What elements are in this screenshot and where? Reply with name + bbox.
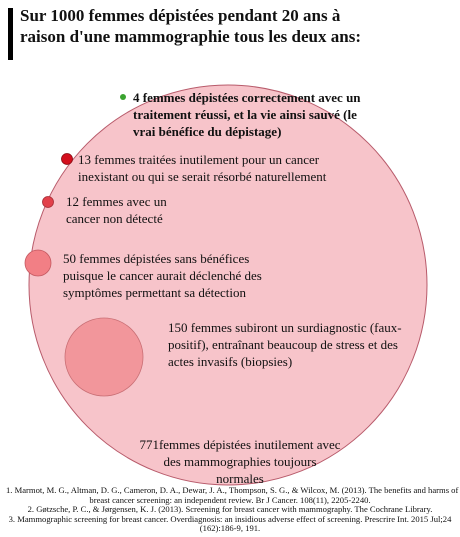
no-benefit-circle (25, 250, 51, 276)
group-normal-label (135, 436, 345, 487)
group-saved-line: traitement réussi, et la vie ainsi sauvé (le (133, 107, 357, 122)
references (6, 485, 459, 534)
group-normal-line: des mammographies toujours (163, 454, 317, 469)
reference-line: breast cancer screening: an independent review. Br J Cancer. 108(11), 2205-2240. (89, 494, 371, 505)
group-normal-line: 771femmes dépistées inutilement avec (139, 437, 341, 452)
overtreated-dot (62, 154, 73, 165)
reference-line: 2. Gøtzsche, P. C., & Jørgensen, K. J. (2013). Screening for breast cancer with mammography. The Cochrane Library. (27, 504, 433, 515)
group-saved-line: 4 femmes dépistées correctement avec un (133, 90, 361, 105)
group-overdiagnosis-label (168, 319, 402, 370)
group-overdiagnosis-line: actes invasifs (biopsies) (168, 354, 293, 369)
group-overtreated-label (78, 151, 326, 185)
group-no-benefit-line: 50 femmes dépistées sans bénéfices (63, 251, 250, 266)
group-no-benefit-line: puisque le cancer aurait déclenché des (63, 268, 262, 283)
group-overtreated-line: inexistant ou qui se serait résorbé naturellement (78, 169, 327, 184)
group-undetected-label (66, 193, 167, 227)
title-line: Sur 1000 femmes dépistées pendant 20 ans à (20, 6, 341, 25)
title-line: raison d'une mammographie tous les deux ans: (20, 27, 361, 46)
reference-line: (162):186-9, 191. (199, 523, 261, 534)
group-undetected-line: 12 femmes avec un (66, 194, 167, 209)
group-no-benefit-label (63, 250, 262, 301)
group-normal-line: normales (216, 471, 264, 486)
reference-line: 3. Mammographic screening for breast cancer. Overdiagnosis: an insidious adverse effect of screening. Prescrire Int. 2015 Jul;24 (8, 513, 452, 524)
group-overdiagnosis-line: positif), entraînant beaucoup de stress et des (168, 337, 398, 352)
group-saved-label (133, 89, 361, 140)
group-overtreated-line: 13 femmes traitées inutilement pour un cancer (78, 152, 320, 167)
group-overdiagnosis-line: 150 femmes subiront un surdiagnostic (faux- (168, 320, 402, 335)
saved-women-dot (120, 94, 126, 100)
group-no-benefit-line: symptômes permettant sa détection (63, 285, 247, 300)
undetected-cancer-dot (43, 197, 54, 208)
group-saved-line: vrai bénéfice du dépistage) (133, 124, 282, 139)
overdiagnosis-circle (65, 318, 143, 396)
reference-line: 1. Marmot, M. G., Altman, D. G., Cameron, D. A., Dewar, J. A., Thompson, S. G., & Wilcox, M. (2013). The benefits and harms of (6, 485, 459, 495)
group-undetected-line: cancer non détecté (66, 211, 163, 226)
